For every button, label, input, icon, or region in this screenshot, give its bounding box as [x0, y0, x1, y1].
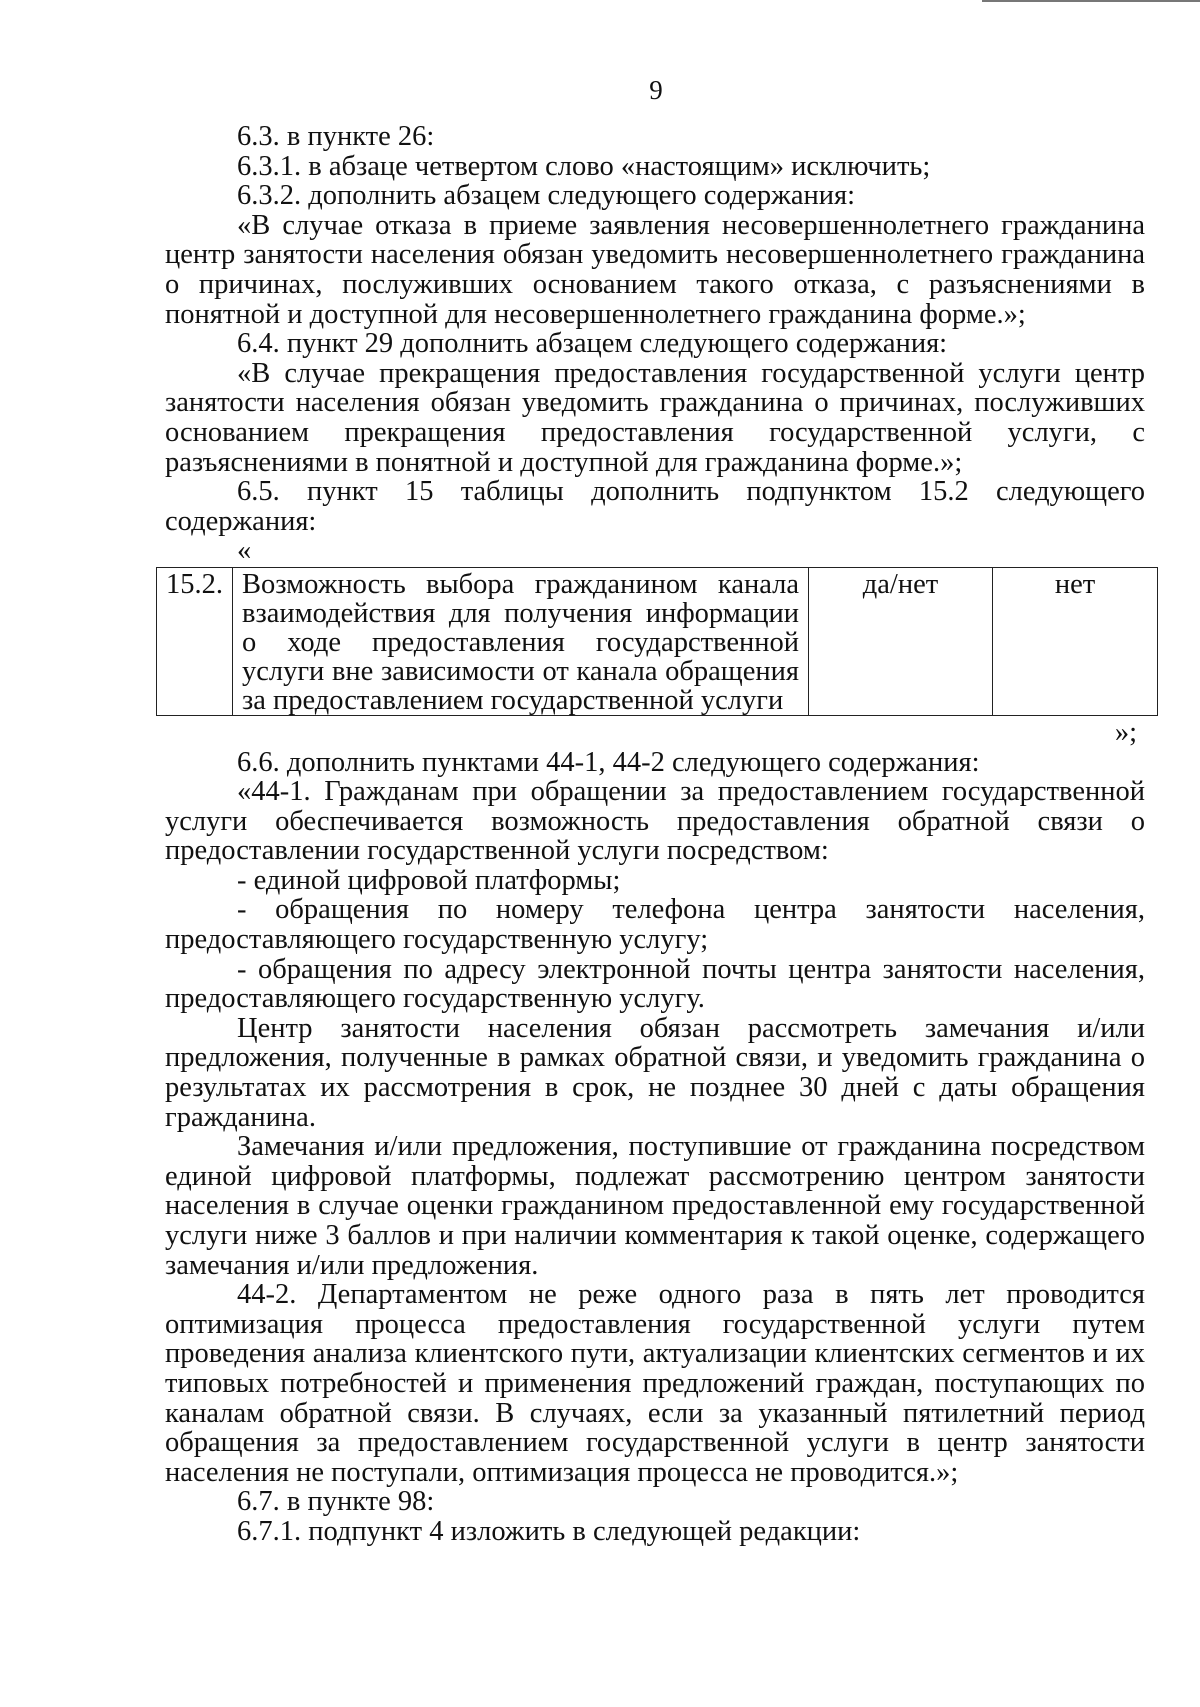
table-close-quote: »; [1114, 716, 1137, 748]
paragraph: Центр занятости населения обязан рассмотреть замечания и/или предложения, полученные в рамках обратной связи, и уведомить гражданина о результатах их рассмотрения в срок, не позднее 30 дней с даты обращения гражданина. [165, 1012, 1145, 1133]
paragraph: - единой цифровой платформы; [237, 864, 621, 896]
page-number: 9 [649, 75, 663, 105]
table-row [157, 567, 1158, 715]
row-value-options-cell: да/нет [809, 567, 993, 715]
paragraphs-before-table [165, 122, 1145, 536]
scan-edge-line [982, 0, 1200, 2]
paragraph: 6.7.1. подпункт 4 изложить в следующей редакции: [237, 1515, 861, 1547]
paragraph: 6.3.2. дополнить абзацем следующего содержания: [237, 180, 856, 212]
paragraph: 6.4. пункт 29 дополнить абзацем следующего содержания: [237, 328, 948, 360]
row-description-cell: Возможность выбора гражданином канала взаимодействия для получения информации о ходе предоставления государственной услуги вне зависимости от канала обращения за предоставлением государственной услуги [233, 567, 809, 715]
document-body [165, 122, 1145, 1547]
paragraph: 44-2. Департаментом не реже одного раза в пять лет проводится оптимизация процесса предоставления государственной услуги путем проведения анализа клиентского пути, актуализации клиентских сегментов и их типовых потребностей и применения предложений граждан, поступающих по каналам обратной связи. В случаях, если за указанный пятилетний период обращения за предоставлением государственной услуги в центр занятости населения не поступали, оптимизация процесса не проводится.»; [165, 1279, 1145, 1488]
paragraph: 6.3. в пункте 26: [237, 121, 435, 152]
paragraph: 6.6. дополнить пунктами 44-1, 44-2 следующего содержания: [237, 746, 980, 778]
paragraph: «44-1. Гражданам при обращении за предоставлением государственной услуги обеспечивается возможность предоставления обратной связи о предоставлении государственной услуги посредством: [165, 776, 1145, 867]
paragraphs-after-table [165, 748, 1145, 1547]
table-open-quote: « [237, 535, 252, 567]
amendment-table [156, 567, 1158, 716]
row-value-cell: нет [993, 567, 1158, 715]
paragraph: 6.3.1. в абзаце четвертом слово «настоящим» исключить; [237, 150, 931, 182]
paragraph: - обращения по номеру телефона центра занятости населения, предоставляющего государственную услугу; [165, 894, 1145, 956]
row-number-cell: 15.2. [157, 567, 233, 715]
paragraph: 6.5. пункт 15 таблицы дополнить подпунктом 15.2 следующего содержания: [165, 476, 1145, 537]
paragraph: «В случае прекращения предоставления государственной услуги центр занятости населения обязан уведомить гражданина о причинах, послуживших основанием прекращения предоставления государственной услуги, с разъяснениями в понятной и доступной для гражданина форме.»; [165, 357, 1145, 478]
paragraph: «В случае отказа в приеме заявления несовершеннолетнего гражданина центр занятости населения обязан уведомить несовершеннолетнего гражданина о причинах, послуживших основанием такого отказа, с разъяснениями в понятной и доступной для несовершеннолетнего гражданина форме.»; [165, 209, 1145, 330]
paragraph: - обращения по адресу электронной почты центра занятости населения, предоставляющего государственную услугу. [165, 953, 1145, 1015]
paragraph: 6.7. в пункте 98: [237, 1486, 435, 1518]
paragraph: Замечания и/или предложения, поступившие от гражданина посредством единой цифровой платформы, подлежат рассмотрению центром занятости населения в случае оценки гражданином предоставленной ему государственной услуги ниже 3 баллов и при наличии комментария к такой оценке, содержащего замечания и/или предложения. [165, 1131, 1145, 1281]
